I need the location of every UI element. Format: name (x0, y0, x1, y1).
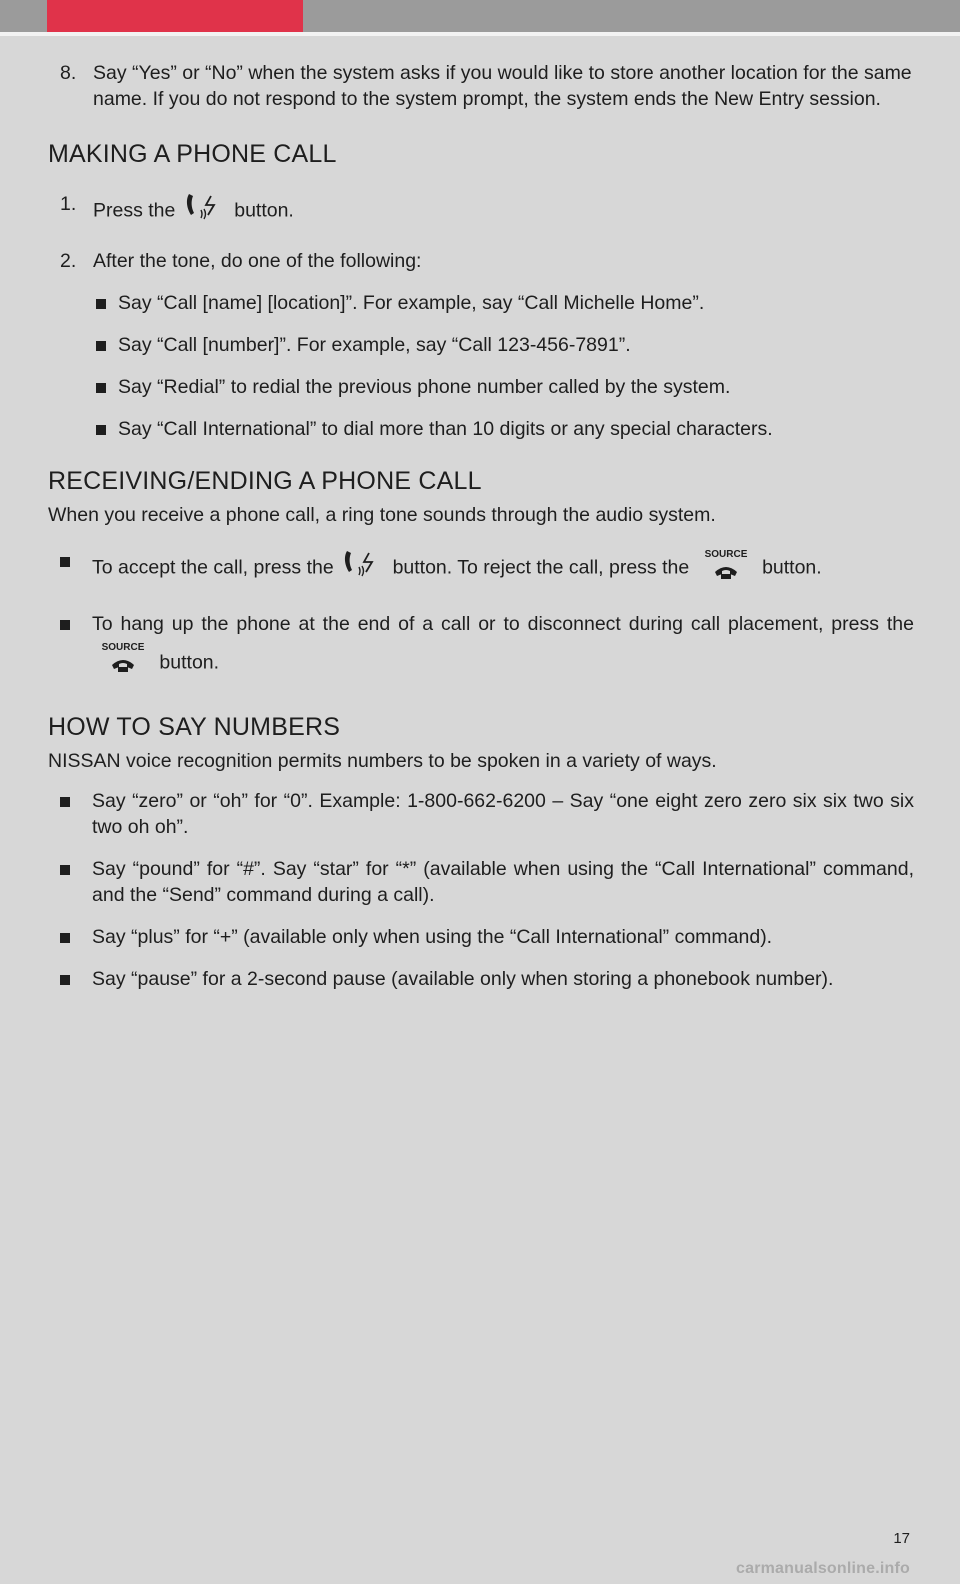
item-text: Say “Yes” or “No” when the system asks if you would like to store another location for the same name. If you do not respond to the system prompt, the system ends the New Entry session. (93, 62, 912, 110)
bullet-text: Say “zero” or “oh” for “0”. Example: 1-800-662-6200 – Say “one eight zero zero six six two six two oh oh”. (92, 790, 914, 838)
svg-text:SOURCE: SOURCE (704, 549, 748, 560)
list-item (48, 924, 914, 950)
numbers-intro: NISSAN voice recognition permits numbers to be spoken in a variety of ways. (48, 750, 717, 772)
list-item: To accept the call, press the button. To reject the call, press the SOURCE button. (48, 548, 914, 589)
header-accent (47, 0, 303, 32)
bullet-square-icon (96, 299, 106, 309)
step-2 (48, 248, 914, 274)
bullet-square-icon (96, 425, 106, 435)
heading-receiving-call: RECEIVING/ENDING A PHONE CALL (48, 467, 482, 495)
phone-talk-icon (181, 191, 229, 232)
svg-text:SOURCE: SOURCE (101, 642, 145, 653)
step-text-before: Press the (93, 199, 176, 222)
bullet-square-icon (60, 975, 70, 985)
list-item (48, 290, 914, 316)
bullet-text: Say “pound” for “#”. Say “star” for “*” (available when using the “Call International” command, and the “Send” command during a call). (92, 858, 914, 906)
list-item (48, 788, 914, 840)
list-item: To hang up the phone at the end of a call or to disconnect during call placement, press the SOURCE button. (48, 607, 914, 686)
item-number: 8. (60, 62, 77, 84)
header-divider (0, 32, 960, 36)
receiving-intro: When you receive a phone call, a ring tone sounds through the audio system. (48, 504, 716, 526)
list-item (48, 856, 914, 908)
bullet-square-icon (96, 383, 106, 393)
source-phone-icon (92, 641, 154, 686)
step-text-after: button. (234, 199, 294, 222)
phone-talk-icon (339, 548, 387, 589)
bullet-square-icon (60, 557, 70, 567)
heading-how-to-say-numbers: HOW TO SAY NUMBERS (48, 713, 341, 741)
list-item-8 (48, 60, 914, 112)
bullet-text: Say “Call [name] [location]”. For example, say “Call Michelle Home”. (118, 292, 705, 314)
bullet-text: Say “pause” for a 2-second pause (available only when storing a phonebook number). (92, 968, 834, 990)
step-text: After the tone, do one of the following: (93, 250, 422, 272)
list-item (48, 416, 914, 442)
bullet-square-icon (60, 865, 70, 875)
heading-making-call: MAKING A PHONE CALL (48, 140, 337, 168)
list-item (48, 332, 914, 358)
step-number: 2. (60, 250, 77, 272)
list-item (48, 966, 914, 992)
bullet-text: Say “Call International” to dial more than 10 digits or any special characters. (118, 418, 773, 440)
step-1 (48, 191, 914, 232)
bullet-square-icon (96, 341, 106, 351)
header-bar (0, 0, 960, 32)
bullet-text: Say “plus” for “+” (available only when using the “Call International” command). (92, 926, 773, 948)
list-item (48, 374, 914, 400)
bullet-text: Say “Call [number]”. For example, say “Call 123-456-7891”. (118, 334, 631, 356)
page-number: 17 (893, 1530, 910, 1547)
step-number: 1. (60, 193, 77, 215)
bullet-square-icon (60, 933, 70, 943)
source-phone-icon (695, 548, 757, 589)
watermark: carmanualsonline.info (736, 1560, 911, 1577)
page-content (48, 60, 914, 992)
bullet-square-icon (60, 620, 70, 630)
bullet-text: Say “Redial” to redial the previous phone number called by the system. (118, 376, 731, 398)
bullet-square-icon (60, 797, 70, 807)
